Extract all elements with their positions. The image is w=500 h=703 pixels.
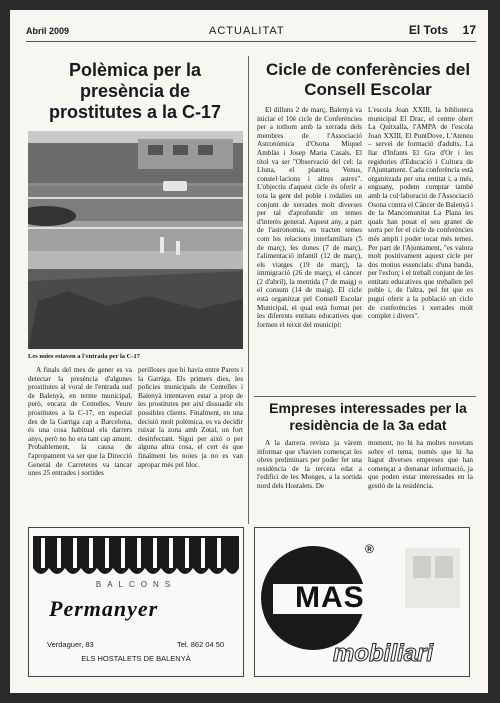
article2-column1 — [257, 106, 362, 396]
awning-text: BALCONS — [95, 580, 177, 589]
newspaper-page — [10, 10, 488, 693]
article3-col1-text: A la darrera revista ja vàrem informar que s'havien començat les obres preliminars per poder fer una residència de la tercera edat a l'edifici de les Monges, a la sortida nord dels Hostalets. De — [257, 439, 362, 490]
article3-column1 — [257, 439, 362, 519]
header-publication: El Tots — [408, 23, 448, 37]
advert-mas-mobiliari — [254, 527, 470, 677]
road-photo-illustration — [28, 131, 243, 349]
article1-col2-text: perilloses que hi havia entre Parets i la Garriga. Els primers dies, les policies municipals de Centelles i Balenyà intentaven estar a prop de les prostitutes per així dissuadir els possibles clients. Finalment, en una decisió molt polèmica, es va decidir ruixar la zona amb Zotal, un fort desinfectant. Sigui per això o per alguna altra cosa, el cert és que finalment les noies ja no es van apropar més pel bloc. — [138, 366, 243, 469]
article1-column2 — [138, 366, 243, 518]
article1-column1 — [28, 366, 132, 518]
header-section: ACTUALITAT — [209, 25, 285, 37]
article-photo — [28, 131, 243, 349]
article-separator — [254, 396, 476, 397]
article3-col2-text: moment, no hi ha moltes novetats sobre el tema, només que hi ha hagut diverses empreses que han començat a demanar informació, ja que poden estar interessades en la gestió de la residència. — [368, 439, 473, 490]
permanyer-logo: Permanyer — [49, 596, 159, 621]
article3-title: Empreses interessades per la residència de la 3a edat — [269, 400, 467, 433]
article2-col2-text: L'escola Joan XXIII, la biblioteca municipal El Drac, el centre obert La Quitxalla, l'AMPA de l'escola Joan XXIII, El PuntDove, L'Ateneu – servei de formació d'adults, La llar d'Infants El Gra d'Or i les regidories d'Educació i Cultura de l'Ajuntament. Cada conferència està organitzada per una entitat i, a més, enguany, podem comptar també amb la col·laboració de l'Associació Osona contra el Càncer de Balenyà i de la Mancomunitat La Plana les quals han posat el seu granet de sorra per fer el cicle de conferències més ampli i poder tocar més temes. Per part de l'Ajuntament, "es valora molt positivament aquest cicle per dos motius essencials: d'una banda, per l'esforç i el treball conjunt de les entitats educatives que treballen pel poble i, de l'altra, pel fet que es pugui oferir a la població un cicle de conferències i xerrades molt complet i divers". — [368, 106, 473, 321]
mas-tagline: mobiliari — [333, 640, 434, 667]
article3-column2 — [368, 439, 473, 519]
column-divider — [248, 56, 249, 524]
article2-column2 — [368, 106, 473, 396]
ad1-address: Verdaguer, 83 — [47, 640, 94, 649]
photo-caption: Les noies estaven a l'entrada per la C-17 — [28, 353, 140, 360]
article1-title: Polèmica per la presència de prostitutes a la C-17 — [48, 60, 222, 123]
mas-logo-text: MAS — [295, 581, 365, 614]
article1-col1-text: A finals del mes de gener es va detectar la presència d'algunes prostitutes al voral de l'entrada sud de Balenyà, en terme municipal, però, encara de Centelles. Veure prostitutes a la C-17, en especial des de la Garriga cap a Barcelona, és una cosa habitual els darrers anys, però no ho era tant cap amunt. Probablement, la causa de l'apropament va ser que la Direcció General de Carreteres va tancar unes 25 entrades i sortides — [28, 366, 132, 478]
ad1-town: ELS HOSTALETS DE BALENYÀ — [81, 654, 191, 663]
ad1-phone: Tel. 862 04 50 — [177, 640, 225, 649]
page-header — [26, 22, 476, 42]
advert-permanyer — [28, 527, 244, 677]
mas-registered-mark: ® — [365, 542, 374, 556]
header-date: Abril 2009 — [26, 26, 70, 36]
article2-title: Cicle de conferències del Consell Escolar — [265, 60, 471, 100]
article2-col1-text: El dilluns 2 de març, Balenyà va iniciar el 10è cicle de Conferències per a tothom amb la xerrada dels membres de l'Associació Astronòmica d'Osona Miquel Amblàs i Josep Maria Casals. El títol va ser "Observació del cel: la Lluna, el planeta Venus, constel·lacions i altres astres". L'objectiu d'aquest cicle és oferir a tota la gent del poble i rodalies un conjunt de xerrades molt diverses per tal d'aprofundir en temes d'interès general. Aquest any, a part de l'astronomia, es tracten temes com les relacions interfamiliars (5 de març), les dones (7 de març), l'alimentació infantil (12 de març), els viatges (19 de març), la immigració (26 de març), el càncer (2 d'abril), la mentida (7 de maig) o el consum (14 de maig). El cicle està organitzat pel Consell Escolar Municipal, el qual està format per les diferents entitats educatives que formen el teixit del municipi: — [257, 106, 362, 329]
header-page-number: 17 — [462, 23, 476, 37]
